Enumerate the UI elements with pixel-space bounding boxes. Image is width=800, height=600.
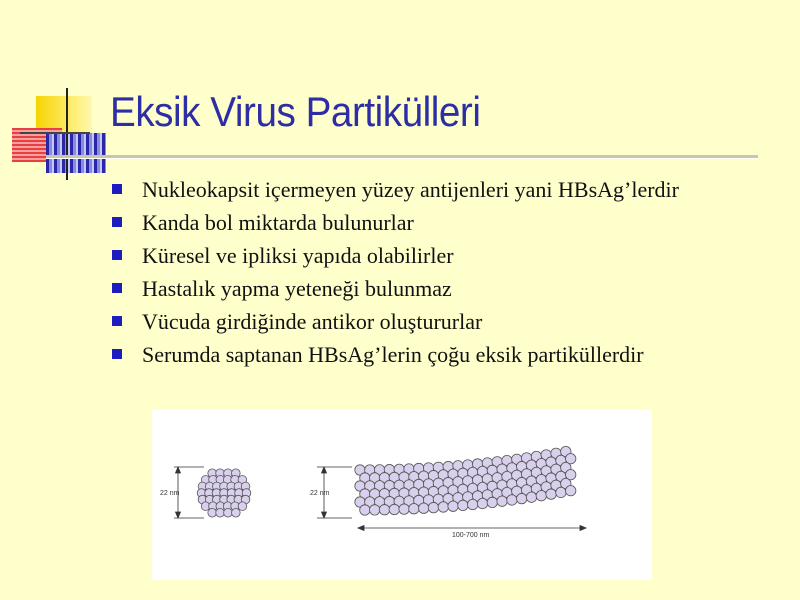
filament-length-arrow <box>358 526 586 531</box>
particle-subunit <box>487 497 497 507</box>
bullet-square-icon <box>112 250 122 260</box>
bullet-item <box>110 310 770 334</box>
particle-subunit <box>536 491 546 501</box>
particle-figure <box>152 410 652 580</box>
particle-subunit <box>419 503 429 513</box>
particle-subunit <box>497 496 507 506</box>
bullet-square-icon <box>112 316 122 326</box>
filament-diameter-label: 22 nm <box>310 490 330 497</box>
particle-subunit <box>238 502 247 511</box>
bullet-item <box>110 277 770 301</box>
bullet-square-icon <box>112 217 122 227</box>
spherical-particle <box>197 469 251 517</box>
particle-subunit <box>360 505 370 515</box>
bullet-text: Kanda bol miktarda bulunurlar <box>142 210 414 235</box>
particle-subunit <box>468 499 478 509</box>
particle-subunit <box>507 495 517 505</box>
bullet-item <box>110 343 770 367</box>
bullet-list <box>110 178 770 376</box>
particle-subunit <box>216 509 225 518</box>
bullet-square-icon <box>112 349 122 359</box>
particle-subunit <box>448 501 458 511</box>
particle-subunit <box>409 504 419 514</box>
slide-title: Eksik Virus Partikülleri <box>110 88 481 135</box>
particle-subunit <box>566 486 576 496</box>
decor-blue-square <box>46 133 106 173</box>
bullet-text: Hastalık yapma yeteneği bulunmaz <box>142 276 452 301</box>
particle-subunit <box>370 505 380 515</box>
decor-horizontal-line <box>20 132 90 134</box>
filamentous-particle <box>355 446 576 515</box>
particle-subunit <box>224 509 233 518</box>
particle-subunit <box>399 504 409 514</box>
particle-subunit <box>389 504 399 514</box>
decor-vertical-line <box>66 88 68 180</box>
particle-subunit <box>379 505 389 515</box>
bullet-text: Vücuda girdiğinde antikor oluştururlar <box>142 309 483 334</box>
particle-subunit <box>517 493 527 503</box>
filament-length-label: 100-700 nm <box>452 532 490 539</box>
sphere-diameter-label: 22 nm <box>160 490 180 497</box>
bullet-text: Nukleokapsit içermeyen yüzey antijenleri yani HBsAg’lerdir <box>142 177 679 202</box>
particle-diagram <box>152 410 652 580</box>
particle-subunit <box>458 500 468 510</box>
bullet-text: Serumda saptanan HBsAg’lerin çoğu eksik partiküllerdir <box>142 342 644 367</box>
particle-subunit <box>556 487 566 497</box>
title-divider-highlight <box>46 158 758 159</box>
bullet-text: Küresel ve ipliksi yapıda olabilirler <box>142 243 454 268</box>
bullet-square-icon <box>112 283 122 293</box>
bullet-square-icon <box>112 184 122 194</box>
bullet-item <box>110 244 770 268</box>
particle-subunit <box>477 498 487 508</box>
particle-subunit <box>428 502 438 512</box>
bullet-item <box>110 211 770 235</box>
particle-subunit <box>232 509 241 518</box>
particle-subunit <box>526 492 536 502</box>
particle-subunit <box>438 502 448 512</box>
particle-subunit <box>208 509 217 518</box>
bullet-item <box>110 178 770 202</box>
particle-subunit <box>546 489 556 499</box>
